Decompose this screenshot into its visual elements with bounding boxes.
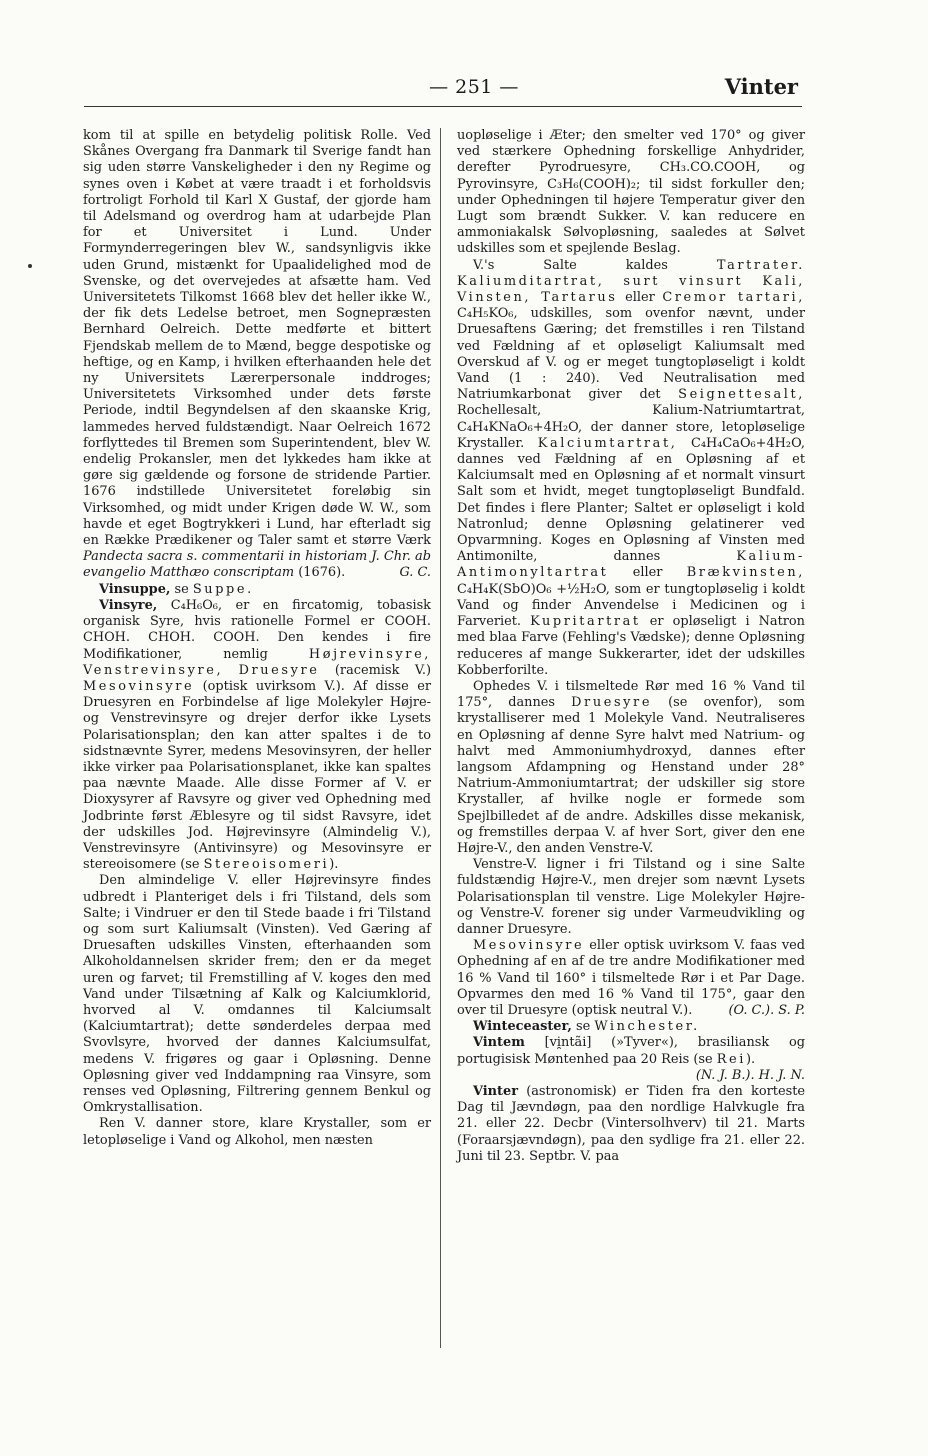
headword: Vinsuppe, (99, 581, 171, 597)
paragraph: Den almindelige V. eller Højrevinsyre findes udbredt i Planteriget dels i fri Tilstand, dels som Salte; i Vindruer er den til Stede baade i fri Tilstand og som surt Kaliumsalt (Vinsten). Ved Gæring af Druesaften udskilles Vinsten, efterhaanden som Alkoholdannelsen skrider frem; den er da meget uren og farvet; til Fremstilling af V. koges den med Vand under Tilsætning af Kalk og Kalciumklorid, hvorved al V. omdannes til Kalciumsalt (Kalciumtartrat); dette sønderdeles derpaa med Svovlsyre, hvorved der dannes Kalciumsulfat, medens V. frigøres og gaar i Opløsning. Denne Opløsning giver ved Inddampning raa Vinsyre, som renses ved Opløsning, Filtrering gennem Benkul og Omkrystallisation. (83, 873, 431, 1116)
cross-reference: Winchester. (594, 1019, 700, 1035)
entry-vintem: Vintem [vi̯ntãi] (»Tyver«), brasiliansk og portugisisk Møntenhed paa 20 Reis (se Rei). (N. J. B.). H. J. N. (457, 1035, 805, 1083)
cross-reference: Stereoisomeri (203, 857, 330, 873)
author-signature: G. C. (399, 565, 431, 581)
entry-winteceaster: Winteceaster, se Winchester. (473, 1019, 700, 1035)
left-column (83, 128, 431, 1149)
margin-dot (28, 264, 32, 268)
headword: Winteceaster, (473, 1019, 572, 1035)
running-head: Vinter (724, 74, 798, 99)
entry-vinter: Vinter (astronomisk) er Tiden fra den korteste Dag til Jævndøgn, paa den nordlige Halvkugle fra 21. eller 22. Decbr (Vintersolhverv) til 21. Marts (Foraarsjævndøgn), paa den sydlige fra 21. eller 22. Juni til 23. Septbr. V. paa (457, 1083, 805, 1164)
headword: Vinsyre, (99, 597, 158, 613)
paragraph: Ren V. danner store, klare Krystaller, som er letopløselige i Vand og Alkohol, men næsten (83, 1116, 431, 1148)
paragraph: V.'s Salte kaldes Tartrater. Kaliumditartrat, surt vinsurt Kali, Vinsten, Tartarus eller Cremor tartari, C₄H₅KO₆, udskilles, som ovenfor nævnt, under Druesaftens Gæring; det fremstilles i ren Tilstand ved Fældning af et opløseligt Kaliumsalt med Overskud af V. og er meget tungtopløseligt i koldt Vand (1 : 240). Ved Neutralisation med Natriumkarbonat giver det Seignettesalt, Rochellesalt, Kalium-Natriumtartrat, C₄H₄KNaO₆+4H₂O, der danner store, letopløselige Krystaller. Kalciumtartrat, C₄H₄CaO₆+4H₂O, dannes ved Fældning af en Opløsning af et Kalciumsalt med en Opløsning af et normalt vinsurt Salt som et hvidt, meget tungtopløseligt Bundfald. Det findes i flere Planter; Saltet er opløseligt i kold Natronlud; denne Opløsning gelatinerer ved Opvarmning. Koges en Opløsning af Vinsten med Antimonilte, dannes Kalium-Antimonyltartrat eller Brækvinsten, C₄H₄K(SbO)O₆ +½H₂O, som er tungtopløselig i koldt Vand og finder Anvendelse i Medicinen og i Farveriet. Kupritartrat er opløseligt i Natron med blaa Farve (Fehling's Vædske); denne Opløsning reduceres af mange Sukkerarter, idet der udskilles Kobberforilte. (457, 257, 805, 678)
author-signature: (O. C.). S. P. (728, 1002, 805, 1018)
right-column (457, 128, 805, 1165)
page-number: — 251 — (429, 76, 519, 98)
entry-vinsuppe: Vinsuppe, se Suppe. (99, 581, 254, 597)
cross-reference: Suppe. (192, 581, 254, 597)
cross-reference: Rei (716, 1051, 746, 1067)
header-rule (84, 106, 802, 107)
paragraph: Ophedes V. i tilsmeltede Rør med 16 % Vand til 175°, dannes Druesyre (se ovenfor), som krystalliserer med 1 Molekyle Vand. Neutraliseres en Opløsning af denne Syre halvt med Natrium- og halvt med Ammoniumhydroxyd, dannes efter langsom Afdampning og Henstand under 28° Natrium-Ammoniumtartrat; der udskiller sig store Krystaller, af hvilke nogle er formede som Spejlbilledet af de andre. Adskilles disse mekanisk, og fremstilles derpaa V. af hver Sort, giver den ene Højre-V., den anden Venstre-V. (457, 678, 805, 856)
entry-vinsyre: Vinsyre, C₄H₆O₆, er en fircatomig, tobasisk organisk Syre, hvis rationelle Formel er COOH. CHOH. CHOH. COOH. Den kendes i fire Modifikationer, nemlig Højrevinsyre, Venstrevinsyre, Druesyre (racemisk V.) Mesovinsyre (optisk uvirksom V.). Af disse er Druesyren en Forbindelse af lige Molekyler Højre- og Venstrevinsyre og drejer derfor ikke Lysets Polarisationsplan; den kan atter spaltes i de to sidstnævnte Syrer, medens Mesovinsyren, der heller ikke virker paa Polarisationsplanet, ikke kan spaltes paa nævnte Maade. Alle disse Former af V. er Dioxysyrer af Ravsyre og giver ved Ophedning med Jodbrinte først Æblesyre og til sidst Ravsyre, idet der udskilles Jod. Højrevinsyre (Almindelig V.), Venstrevinsyre (Antivinsyre) og Mesovinsyre er stereoisomere (se Stereoisomeri). (83, 597, 431, 873)
headword: Vinter (473, 1083, 518, 1099)
headword: Vintem (473, 1035, 525, 1051)
paragraph: uopløselige i Æter; den smelter ved 170° og giver ved stærkere Ophedning forskellige Anhydrider, derefter Pyrodruesyre, CH₃.CO.COOH, og Pyrovinsyre, C₃H₆(COOH)₂; til sidst forkuller den; under Ophedningen til højere Temperatur giver den Lugt som brændt Sukker. V. kan reducere en ammoniakalsk Sølvopløsning, saaledes at Sølvet udskilles som et spejlende Beslag. (457, 128, 805, 257)
paragraph: Venstre-V. ligner i fri Tilstand og i sine Salte fuldstændig Højre-V., men drejer som nævnt Lysets Polarisationsplan til venstre. Lige Molekyler Højre- og Venstre-V. forener sig under Varmeudvikling og danner Druesyre. (457, 857, 805, 937)
author-signature: (N. J. B.). H. J. N. (695, 1067, 805, 1083)
column-divider (440, 128, 441, 1348)
page-header (84, 72, 802, 106)
paragraph: Mesovinsyre eller optisk uvirksom V. faas ved Ophedning af en af de tre andre Modifikationer med 16 % Vand til 160° i tilsmeltede Rør i et Par Dage. Opvarmes den med 16 % Vand til 175°, gaar den over til Druesyre (optisk neutral V.). (O. C.). S. P. (457, 938, 805, 1018)
entry-continuation: kom til at spille en betydelig politisk Rolle. Ved Skånes Overgang fra Danmark til Sverige fandt han sig uden større Vanskeligheder i den ny Regime og synes oven i Købet at være traadt i et forholdsvis fortroligt Forhold til Karl X Gustaf, der gjorde ham til Adelsmand og overdrog ham at udarbejde Plan for et Universitet i Lund. Under Formynderregeringen blev W., sandsynligvis ikke uden Grund, mistænkt for Upaalidelighed mod de Svenske, og det overvejedes at afsætte ham. Ved Universitetets Tilkomst 1668 blev det heller ikke W., der fik dets Ledelse betroet, men Sognepræsten Bernhard Oelreich. Dette medførte et bittert Fjendskab mellem de to Mænd, begge despotiske og heftige, og en Kamp, i hvilken efterhaanden hele det ny Universitets Lærerpersonale inddroges; Universitetets Virksomhed under dets første Periode, indtil Begyndelsen af den skaanske Krig, lammedes herved fuldstændigt. Naar Oelreich 1672 forflyttedes til Bremen som Superintendent, blev W. endelig Prokansler, men det lykkedes ham ikke at gøre sig gældende og forsone de stridende Partier. 1676 indstillede Universitetet foreløbig sin Virksomhed, og midt under Krigen døde W. W., som havde et eget Bogtrykkeri i Lund, har efterladt sig en Række Prædikener og Taler samt et større Værk Pandecta sacra s. commentarii in historiam J. Chr. ab evangelio Matthæo conscriptam (1676). G. C. (83, 128, 431, 581)
